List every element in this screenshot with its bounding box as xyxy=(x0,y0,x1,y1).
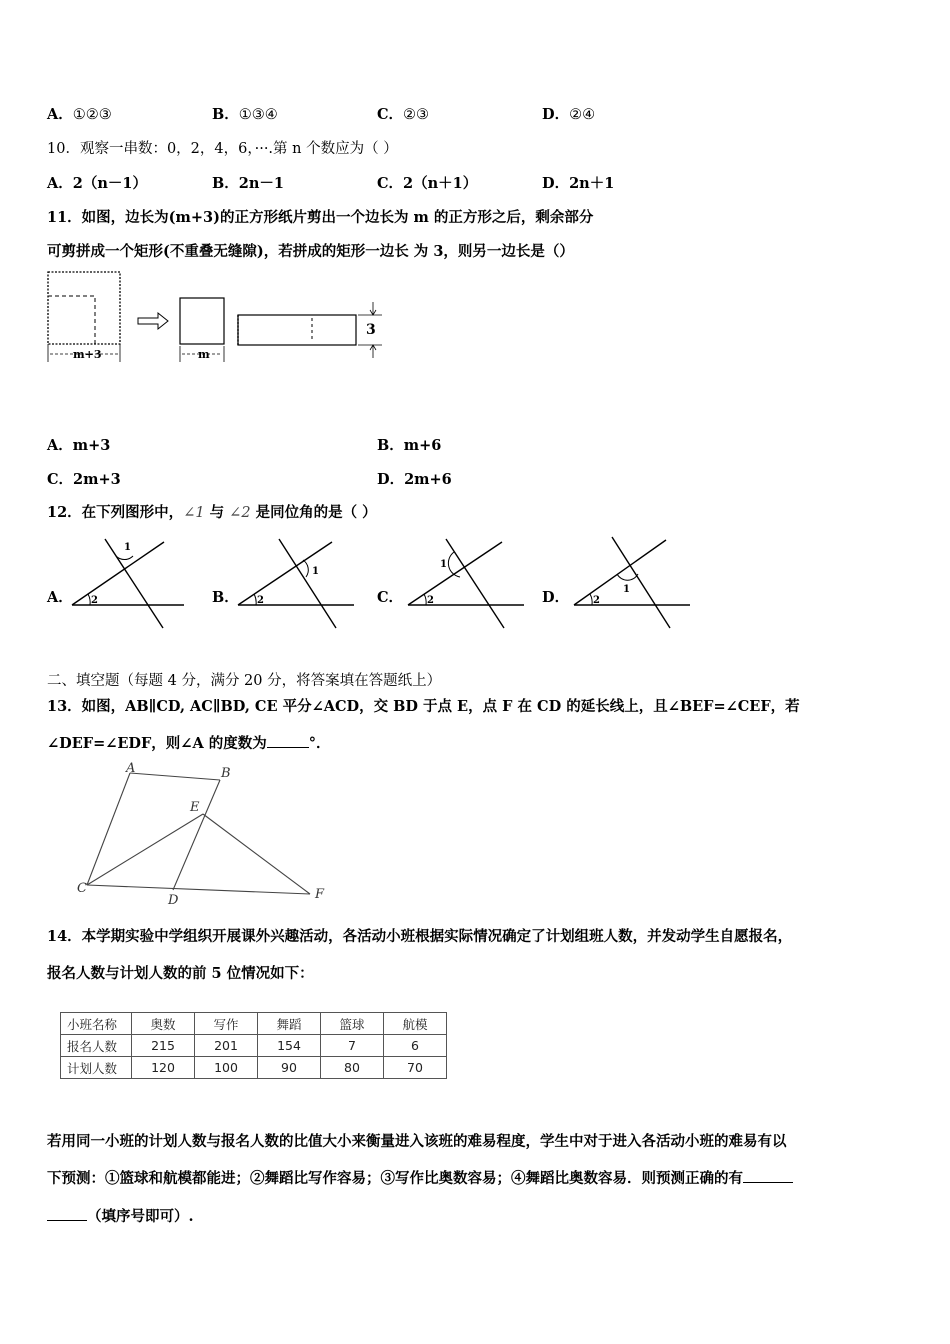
q14-stem-line3: 若用同一小班的计划人数与报名人数的比值大小来衡量进入该班的难易程度，学生中对于进入各活动小班的难易有以 xyxy=(47,1133,787,1150)
q11-option-a: A．m+3 xyxy=(47,437,111,454)
q14-stem-line4: 下预测：①篮球和航模都能进；②舞蹈比写作容易；③写作比奥数容易；④舞蹈比奥数容易．则预测正确的有 xyxy=(47,1167,793,1188)
q12-b-mark1: 1 xyxy=(312,566,319,577)
q12-label-b: B． xyxy=(212,589,239,606)
q12-figure-d xyxy=(570,532,694,632)
q11-stem-line2: 可剪拼成一个矩形(不重叠无缝隙)，若拼成的矩形一边长 为 3，则另一边长是（） xyxy=(47,243,574,260)
table-cell: 6 xyxy=(384,1035,447,1057)
table-cell: 70 xyxy=(384,1057,447,1079)
q11-dim-rect-label: 3 xyxy=(366,322,376,338)
table-cell: 计划人数 xyxy=(61,1057,132,1079)
q13-answer-blank[interactable] xyxy=(267,733,309,748)
q12-label-a: A． xyxy=(47,589,73,606)
table-header-cell: 小班名称 xyxy=(61,1013,132,1035)
q10-option-b: B．2n－1 xyxy=(212,175,284,192)
q10-option-c: C．2（n＋1） xyxy=(377,175,478,192)
q10-option-a: A．2（n－1） xyxy=(47,175,147,192)
q12-b-mark2: 2 xyxy=(257,595,264,606)
q12-d-mark1: 1 xyxy=(623,584,630,595)
q13-point-a: A xyxy=(126,761,136,776)
q14-stem-line5: （填序号即可）. xyxy=(47,1205,194,1226)
q13-figure xyxy=(70,758,340,908)
q11-rectangle xyxy=(238,315,356,345)
q13-stem-line2: ∠DEF=∠EDF，则∠A 的度数为 °． xyxy=(47,735,331,752)
q11-cut-line xyxy=(48,296,95,344)
q12-a-mark2: 2 xyxy=(91,595,98,606)
q12-figure-a xyxy=(68,532,192,632)
table-cell: 201 xyxy=(195,1035,258,1057)
q11-small-square xyxy=(180,298,224,344)
table-header-cell: 篮球 xyxy=(321,1013,384,1035)
table-row xyxy=(61,1057,447,1079)
q14-table xyxy=(60,1012,447,1079)
table-cell: 80 xyxy=(321,1057,384,1079)
table-cell: 215 xyxy=(132,1035,195,1057)
q9-option-a: A．①②③ xyxy=(47,106,112,123)
q11-option-d: D．2m+6 xyxy=(377,471,452,488)
q13-point-f: F xyxy=(315,887,325,902)
table-header-cell: 奥数 xyxy=(132,1013,195,1035)
q11-big-square xyxy=(48,272,120,344)
q9-option-d: D．②④ xyxy=(542,106,596,123)
table-header-cell: 舞蹈 xyxy=(258,1013,321,1035)
table-cell: 154 xyxy=(258,1035,321,1057)
q13-point-d: D xyxy=(168,893,179,908)
q14-answer-blank-cont[interactable] xyxy=(47,1206,87,1221)
q10-stem: 10．观察一串数：0，2，4，6，···.第 n 个数应为（ ） xyxy=(47,141,398,157)
table-header-cell: 写作 xyxy=(195,1013,258,1035)
q9-option-c: C．②③ xyxy=(377,106,430,123)
q12-c-mark2: 2 xyxy=(427,595,434,606)
q11-stem-line1: 11．如图，边长为(m+3)的正方形纸片剪出一个边长为 m 的正方形之后，剩余部分 xyxy=(47,209,594,226)
q11-figure xyxy=(40,266,400,376)
q12-label-c: C． xyxy=(377,589,404,606)
q11-option-b: B．m+6 xyxy=(377,437,442,454)
q13-point-e: E xyxy=(190,800,200,815)
q12-a-mark1: 1 xyxy=(124,542,131,553)
q14-stem-line2: 报名人数与计划人数的前 5 位情况如下： xyxy=(47,965,314,982)
section2-title: 二、填空题（每题 4 分，满分 20 分，将答案填在答题纸上） xyxy=(47,673,442,689)
q11-arrow xyxy=(138,313,168,329)
table-cell: 120 xyxy=(132,1057,195,1079)
q14-answer-blank[interactable] xyxy=(743,1168,793,1183)
q11-option-c: C．2m+3 xyxy=(47,471,121,488)
q13-stem-line1: 13．如图，AB∥CD, AC∥BD, CE 平分∠ACD，交 BD 于点 E，点 F 在 CD 的延长线上，且∠BEF=∠CEF，若 xyxy=(47,698,800,715)
q12-label-d: D． xyxy=(542,589,570,606)
table-header-cell: 航模 xyxy=(384,1013,447,1035)
table-row xyxy=(61,1013,447,1035)
table-cell: 90 xyxy=(258,1057,321,1079)
q12-figure-c xyxy=(404,532,528,632)
q11-dim-small-label: m xyxy=(198,348,210,361)
q12-c-mark1: 1 xyxy=(440,559,447,570)
q13-point-b: B xyxy=(221,766,231,781)
table-cell: 7 xyxy=(321,1035,384,1057)
q12-stem: 12．在下列图形中，∠1 与 ∠2 是同位角的是（ ） xyxy=(47,504,377,521)
q12-d-mark2: 2 xyxy=(593,595,600,606)
table-cell: 报名人数 xyxy=(61,1035,132,1057)
q11-dim-big-label: m+3 xyxy=(73,348,102,361)
q13-point-c: C xyxy=(77,881,87,896)
table-cell: 100 xyxy=(195,1057,258,1079)
q14-stem-line1: 14．本学期实验中学组织开展课外兴趣活动，各活动小班根据实际情况确定了计划组班人数，并发动学生自愿报名， xyxy=(47,928,793,945)
table-row xyxy=(61,1035,447,1057)
q9-option-b: B．①③④ xyxy=(212,106,278,123)
q10-option-d: D．2n＋1 xyxy=(542,175,615,192)
q12-figure-b xyxy=(234,532,358,632)
